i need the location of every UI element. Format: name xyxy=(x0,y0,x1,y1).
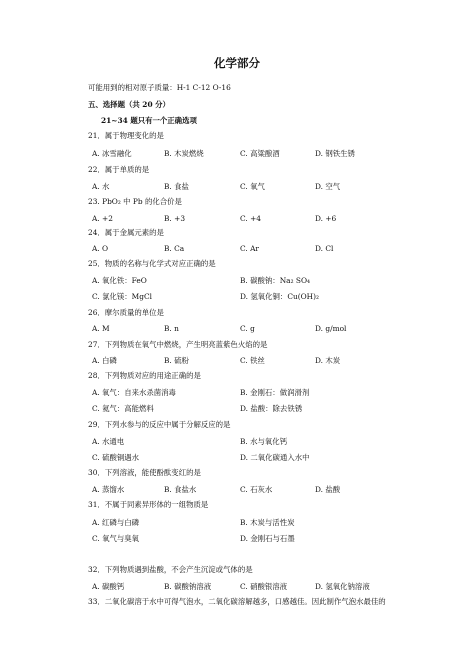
question-stem: 32．下列物质遇到盐酸，不会产生沉淀或气体的是 xyxy=(88,565,253,574)
answer-option[interactable]: D. 金刚石与石墨 xyxy=(240,534,295,543)
answer-option[interactable]: D. +6 xyxy=(315,214,337,223)
page-title: 化学部分 xyxy=(214,56,260,70)
answer-option[interactable]: C. 氧气 xyxy=(240,182,265,191)
question-stem: 28．下列物质对应的用途正确的是 xyxy=(88,371,201,380)
question-stem: 29．下列水参与的反应中属于分解反应的是 xyxy=(88,420,231,429)
question-stem: 21．属于物理变化的是 xyxy=(88,131,164,140)
section-heading: 五、选择题（共 20 分） xyxy=(88,100,170,109)
answer-option[interactable]: A. 蒸馏水 xyxy=(92,485,125,494)
answer-option[interactable]: B. 食盐水 xyxy=(164,485,197,494)
answer-option[interactable]: D. 空气 xyxy=(315,182,341,191)
answer-option[interactable]: C. 铁丝 xyxy=(240,356,265,365)
answer-option[interactable]: D. Cl xyxy=(315,244,334,253)
answer-option[interactable]: B. 木炭燃烧 xyxy=(164,149,204,158)
answer-option[interactable]: C. 硝酸银溶液 xyxy=(240,582,288,591)
answer-option[interactable]: B. +3 xyxy=(164,214,186,223)
answer-option[interactable]: D. 氢氧化钠溶液 xyxy=(315,582,370,591)
answer-option[interactable]: D. 氢氧化铜：Cu(OH)₂ xyxy=(240,292,319,301)
answer-option[interactable]: B. Ca xyxy=(164,244,185,253)
answer-option[interactable]: A. +2 xyxy=(92,214,113,223)
question-stem: 22．属于单质的是 xyxy=(88,165,150,174)
answer-option[interactable]: C. 氧气与臭氧 xyxy=(92,534,140,543)
answer-option[interactable]: D. 盐酸 xyxy=(315,485,341,494)
question-stem: 30．下列溶液，能使酚酞变红的是 xyxy=(88,468,201,477)
answer-option[interactable]: A. O xyxy=(92,244,109,253)
answer-option[interactable]: A. 氧气：自来水杀菌消毒 xyxy=(92,388,176,397)
answer-option[interactable]: C. +4 xyxy=(240,214,261,223)
question-stem: 27．下列物质在氧气中燃烧，产生明亮蓝紫色火焰的是 xyxy=(88,340,268,349)
question-stem: 24．属于金属元素的是 xyxy=(88,228,164,237)
answer-option[interactable]: C. Ar xyxy=(240,244,259,253)
answer-option[interactable]: D. 木炭 xyxy=(315,356,341,365)
answer-option[interactable]: C. 氦气：高能燃料 xyxy=(92,404,154,413)
answer-option[interactable]: D. g/mol xyxy=(315,324,347,333)
atomic-mass-line: 可能用到的相对原子质量：H-1 C-12 O-16 xyxy=(88,83,231,92)
answer-option[interactable]: C. 硫酸铜遇水 xyxy=(92,453,140,462)
answer-option[interactable]: A. 白磷 xyxy=(92,356,117,365)
question-stem: 25．物质的名称与化学式对应正确的是 xyxy=(88,259,216,268)
answer-option[interactable]: B. 碳酸钠：Na₂ SO₄ xyxy=(240,276,310,285)
answer-option[interactable]: A. 碳酸钙 xyxy=(92,582,125,591)
answer-option[interactable]: D. 钢铁生锈 xyxy=(315,149,355,158)
answer-option[interactable]: B. 硫粉 xyxy=(164,356,189,365)
answer-option[interactable]: B. 金刚石：做润滑剂 xyxy=(240,388,310,397)
answer-option[interactable]: C. 石灰水 xyxy=(240,485,273,494)
answer-option[interactable]: B. 食盐 xyxy=(164,182,189,191)
answer-option[interactable]: B. 木炭与活性炭 xyxy=(240,518,295,527)
question-stem: 26．摩尔质量的单位是 xyxy=(88,308,164,317)
answer-option[interactable]: B. 水与氧化钙 xyxy=(240,437,288,446)
answer-option[interactable]: D. 二氧化碳通入水中 xyxy=(240,453,310,462)
answer-option[interactable]: C. g xyxy=(240,324,255,333)
answer-option[interactable]: A. 水通电 xyxy=(92,437,125,446)
answer-option[interactable]: A. 红磷与白磷 xyxy=(92,518,139,527)
answer-option[interactable]: A. M xyxy=(92,324,110,333)
question-stem: 31．不属于同素异形体的一组物质是 xyxy=(88,500,209,509)
section-note: 21~34 题只有一个正确选项 xyxy=(101,116,197,125)
question-stem: 33．二氧化碳溶于水中可得气泡水，二氧化碳溶解越多，口感越佳。因此制作气泡水最佳的 xyxy=(88,597,386,606)
answer-option[interactable]: B. n xyxy=(164,324,179,333)
answer-option[interactable]: C. 高粱酿酒 xyxy=(240,149,280,158)
answer-option[interactable]: D. 盐酸：除去铁锈 xyxy=(240,404,303,413)
question-stem: 23. PbO₂ 中 Pb 的化合价是 xyxy=(88,197,182,206)
answer-option[interactable]: A. 氧化铁：FeO xyxy=(92,276,147,285)
answer-option[interactable]: A. 水 xyxy=(92,182,110,191)
answer-option[interactable]: A. 冰雪融化 xyxy=(92,149,132,158)
answer-option[interactable]: B. 碳酸钠溶液 xyxy=(164,582,212,591)
answer-option[interactable]: C. 氯化镁：MgCl xyxy=(92,292,152,301)
